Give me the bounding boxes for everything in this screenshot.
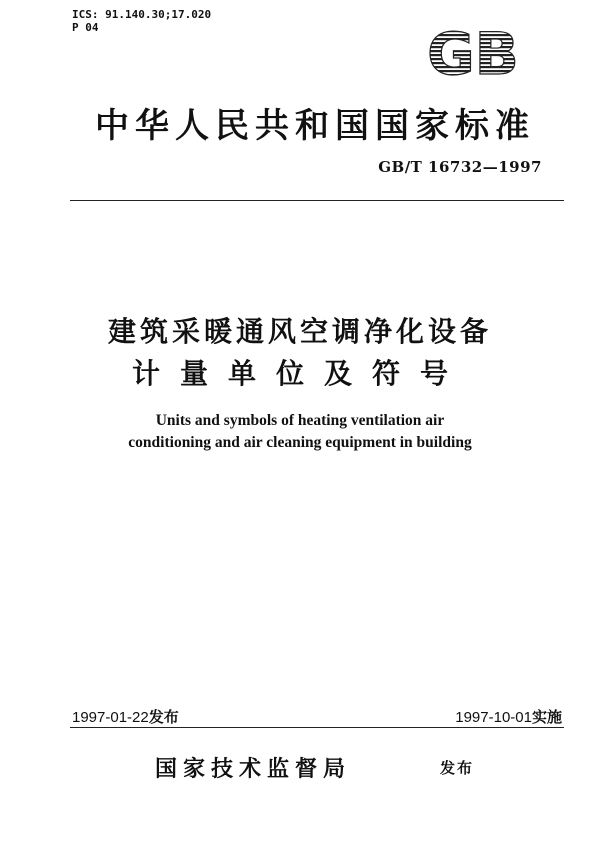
issue-date-suffix: 发布 [148,709,179,726]
gb-logo [418,22,528,82]
publish-label: 发布 [440,759,475,777]
title-english-line1: Units and symbols of heating ventilation air [155,412,445,429]
title-chinese-line1: 建筑采暖通风空调净化设备 [107,315,492,348]
publisher-name: 国家技术监督局 [155,757,352,782]
standard-category-title: 中华人民共和国国家标准 [95,106,535,146]
title-chinese-line2: 计量单位及符号 [131,357,468,390]
ics-code: ICS: 91.140.30;17.020 [72,8,212,21]
ccs-code: P 04 [72,21,99,34]
classification-codes [72,8,211,34]
issue-date-value: 1997-01-22 [72,709,149,726]
standard-number: GB/T 16732—1997 [378,158,542,176]
title-english-line2: conditioning and air cleaning equipment in building [128,434,472,451]
implementation-date-value: 1997-10-01 [455,709,532,726]
implementation-date [455,706,562,727]
top-divider [70,200,564,201]
title-english [0,410,600,454]
issue-date [72,706,179,727]
bottom-divider [70,727,564,728]
gb-logo-text: GB [427,22,519,82]
implementation-date-suffix: 实施 [531,709,562,726]
